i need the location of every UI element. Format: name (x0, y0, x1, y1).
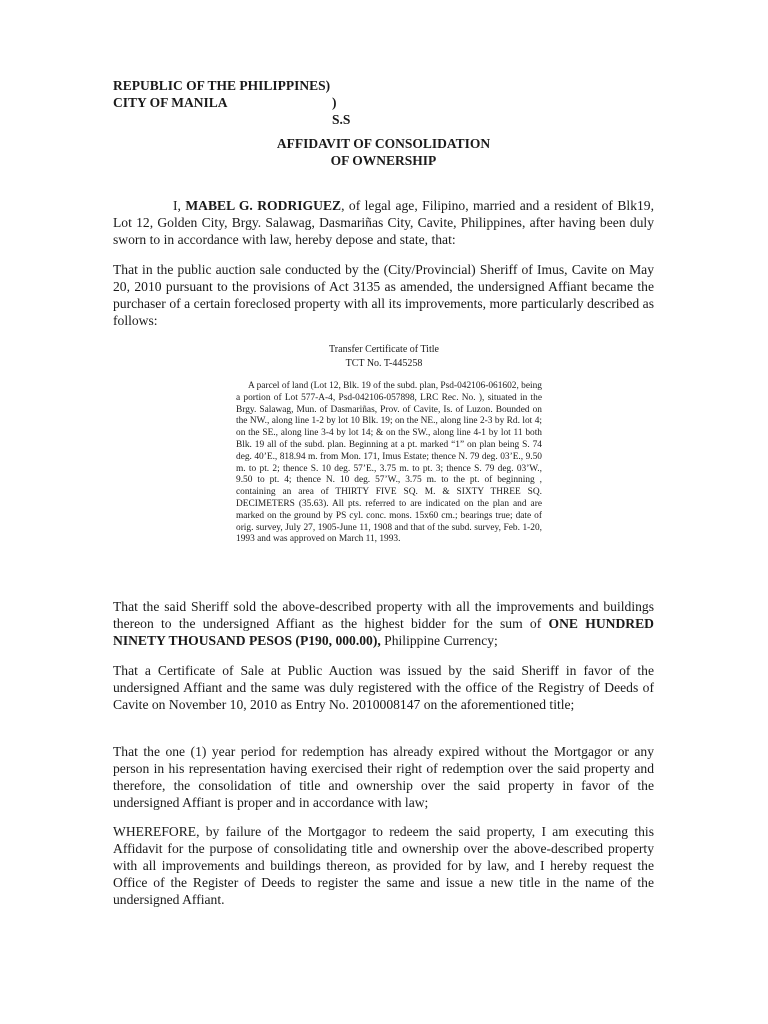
paragraph-redemption: That the one (1) year period for redemption has already expired without the Mortgagor or any person in his representation having exercised their right of redemption over the said property and therefore, the consolidation of title and ownership over the said property in favor of the undersigned Affiant is proper and in accordance with law; (113, 744, 654, 810)
paragraph-intro (113, 197, 654, 248)
caption-ss: ) S.S (332, 95, 351, 127)
document-title (113, 135, 654, 169)
intro-rest: , of legal age, Filipino, married and a resident of Blk19, Lot 12, Golden City, Brgy. Salawag, Dasmariñas City, Cavite, Philippines, after having been duly sworn to in accordance with law, hereby depose and state, that: (113, 198, 654, 247)
affiant-name: MABEL G. RODRIGUEZ (185, 198, 342, 213)
tct-heading-block (236, 343, 532, 371)
tct-heading: Transfer Certificate of Title (329, 344, 439, 355)
paragraph-sold (113, 598, 654, 649)
intro-prefix: I, (173, 198, 186, 213)
paragraph-auction: That in the public auction sale conducted by the (City/Provincial) Sheriff of Imus, Cavite on May 20, 2010 pursuant to the provisions of Act 3135 as amended, the undersigned Affiant became the purchaser of a certain foreclosed property with all its improvements, more particularly described as follows: (113, 262, 654, 328)
caption-republic: REPUBLIC OF THE PHILIPPINES) (113, 78, 331, 93)
paragraph-certificate: That a Certificate of Sale at Public Auction was issued by the said Sheriff in favor of the undersigned Affiant and the same was duly registered with the office of the Registry of Deeds of Cavite on November 10, 2010 as Entry No. 2010008147 on the aforementioned title; (113, 663, 654, 712)
sold-amount: ONE HUNDRED NINETY THOUSAND PESOS (P190, 000.00), (113, 616, 654, 648)
tct-number: TCT No. T-445258 (345, 358, 423, 369)
venue-caption (113, 77, 351, 127)
caption-city (113, 94, 351, 127)
sold-suffix: Philippine Currency; (380, 633, 498, 648)
title-line-2: OF OWNERSHIP (330, 153, 437, 168)
caption-city-name: CITY OF MANILA (113, 95, 228, 110)
sold-prefix: That the said Sheriff sold the above-described property with all the improvements and buildings thereon to the undersigned Affiant as the highest bidder for the sum of (113, 599, 654, 631)
technical-description: A parcel of land (Lot 12, Blk. 19 of the subd. plan, Psd-042106-061602, being a portion of Lot 577-A-4, Psd-042106-057898, LRC Rec. No. ), situated in the Brgy. Salawag, Mun. of Dasmariñas, Prov. of Cavite, Is. of Luzon. Bounded on the NW., along line 1-2 by lot 10 Blk. 19; on the NE., along line 2-3 by Rd. lot 4; on the SE., along line 3-4 by lot 14; & on the SW., along line 4-1 by lot 11 both Blk. 19 all of the subd. plan. Beginning at a pt. marked “1” on plan being S. 74 deg. 40’E., 818.94 m. from Mon. 171, Imus Estate; thence N. 79 deg. 03’E., 9.50 m. to pt. 2; thence S. 10 deg. 57’E., 3.75 m. to pt. 3; thence S. 79 deg. 03’W., 9.50 to pt. 4; thence N. 10 deg. 57’W., 3.75 m. to the pt. of beginning , containing an area of THIRTY FIVE SQ. M. & SIXTY THREE SQ. DECIMETERS (35.63). All pts. referred to are indicated on the plan and are marked on the ground by PS cyl. conc. mons. 15x60 cm.; bearings true; date of orig. survey, July 27, 1905-June 11, 1908 and that of the subd. survey, Feb. 1-20, 1993 and was approved on March 11, 1993. (236, 381, 542, 545)
paragraph-wherefore: WHEREFORE, by failure of the Mortgagor to redeem the said property, I am executing this Affidavit for the purpose of consolidating title and ownership over the above-described property with all improvements and buildings thereon, as provided for by law, and I hereby request the Office of the Register of Deeds to register the same and issue a new title in the name of the undersigned Affiant. (113, 824, 654, 907)
title-line-1: AFFIDAVIT OF CONSOLIDATION (276, 136, 491, 151)
